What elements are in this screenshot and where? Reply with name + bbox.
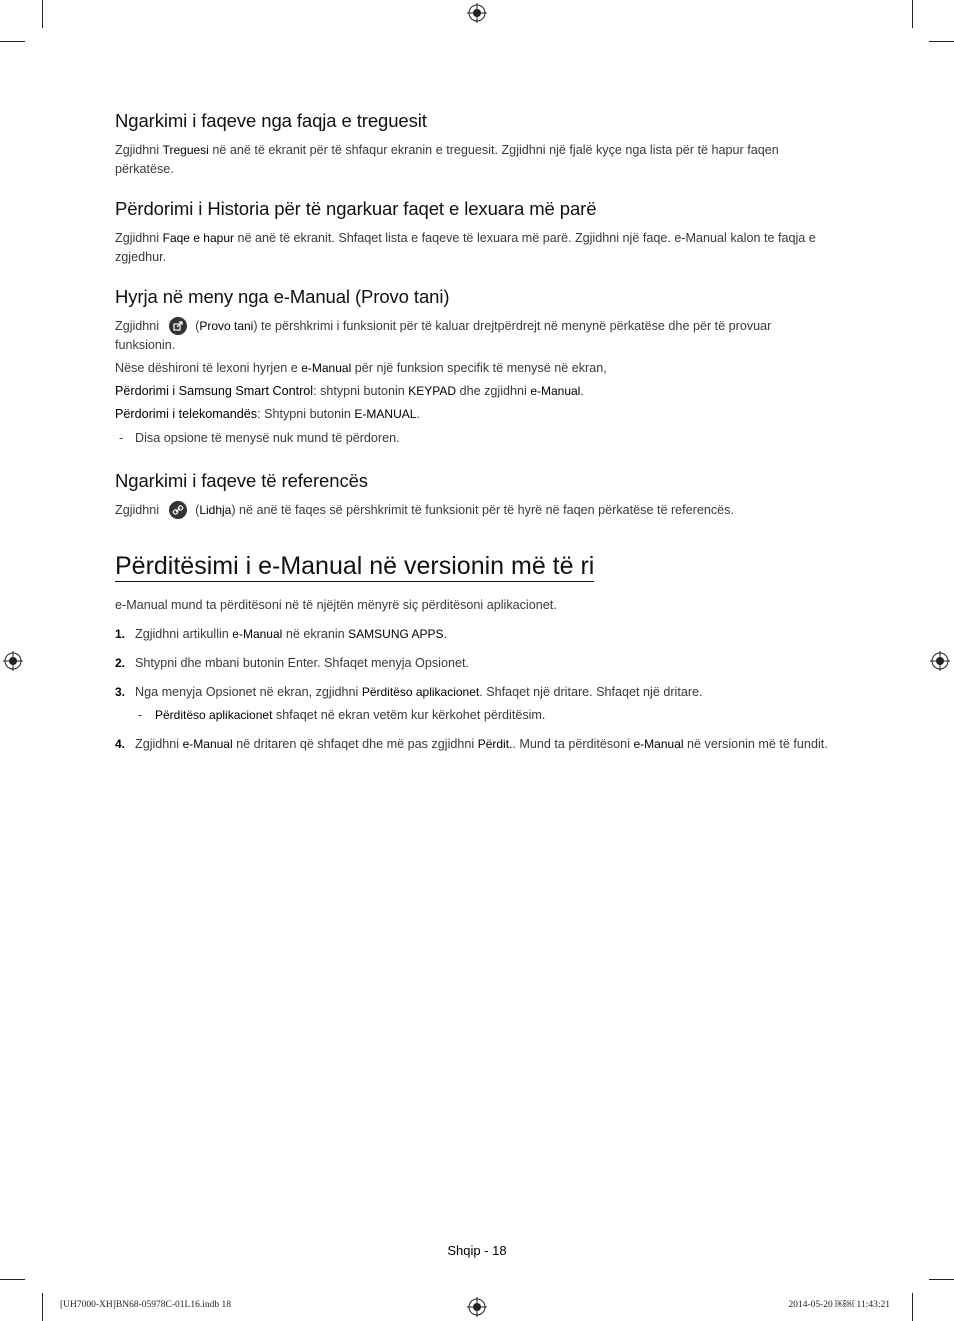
section-text: Përdorimi i Samsung Smart Control: shtypni butonin KEYPAD dhe zgjidhni e-Manual. [115, 384, 584, 398]
steps-list [115, 625, 835, 702]
registration-mark-icon [2, 650, 24, 672]
ui-term: Treguesi [162, 143, 209, 157]
ui-term: Përdit. [477, 737, 513, 751]
steps-list [115, 735, 835, 754]
section-title: Hyrja në meny nga e-Manual (Provo tani) [115, 286, 450, 307]
ui-term: e-Manual [301, 361, 352, 375]
crop-mark [912, 0, 913, 28]
try-now-icon [169, 317, 187, 335]
ui-term: SAMSUNG APPS [348, 627, 444, 641]
registration-mark-icon [929, 650, 951, 672]
registration-mark-icon [466, 2, 488, 24]
section-text: Nëse dëshironi të lexoni hyrjen e e-Manual për një funksion specifik të menysë në ekran, [115, 361, 607, 375]
ui-term: Përditëso aplikacionet [155, 708, 273, 722]
ui-term: e-Manual [633, 737, 684, 751]
section-history [115, 198, 835, 267]
section-text: Zgjidhni Treguesi në anë të ekranit për të shfaqur ekranin e treguesit. Zgjidhni një fjalë kyçe nga lista për të hapur faqen përkatëse. [115, 143, 779, 176]
section-text: Përdorimi i telekomandës: Shtypni butonin E-MANUAL. [115, 407, 420, 421]
ui-term: e-Manual [182, 737, 233, 751]
crop-mark [42, 1293, 43, 1321]
link-icon [169, 501, 187, 519]
chapter-intro: e-Manual mund ta përditësoni në të njëjtën mënyrë siç përditësoni aplikacionet. [115, 598, 557, 612]
section-title: Ngarkimi i faqeve të referencës [115, 470, 368, 491]
list-item: 4. Zgjidhni e-Manual në dritaren që shfaqet dhe më pas zgjidhni Përdit.. Mund ta përditësoni e-Manual në versionin më të fundit. [115, 737, 828, 751]
ui-term: Provo tani [199, 319, 254, 333]
ui-term: Përditëso aplikacionet [361, 685, 480, 699]
list-item: 2. Shtypni dhe mbani butonin Enter. Shfaqet menyja Opsionet. [115, 656, 469, 670]
ui-term: Lidhja [199, 503, 232, 517]
section-reference [115, 470, 835, 520]
crop-mark [42, 0, 43, 28]
ui-term: E-MANUAL [354, 407, 417, 421]
section-text: Zgjidhni Faqe e hapur në anë të ekranit. Shfaqet lista e faqeve të lexuara më parë. Zgjidhni një faqe. e-Manual kalon te faqja e zgjedhur. [115, 231, 816, 264]
ui-term: e-Manual [530, 384, 581, 398]
crop-mark [0, 41, 25, 42]
method-label: Përdorimi i telekomandës [115, 407, 258, 421]
note: - Disa opsione të menysë nuk mund të përdoren. [115, 429, 835, 448]
section-text: Zgjidhni (Provo tani) te përshkrimi i funksionit për të kaluar drejtpërdrejt në menynë përkatëse dhe për të provuar funksionin. [115, 319, 772, 352]
ui-term: Faqe e hapur [162, 231, 234, 245]
page-content [115, 110, 835, 764]
crop-mark [0, 1279, 25, 1280]
method-label: Përdorimi i Samsung Smart Control [115, 384, 314, 398]
crop-mark [929, 41, 954, 42]
section-title: Ngarkimi i faqeve nga faqja e treguesit [115, 110, 427, 131]
crop-mark [912, 1293, 913, 1321]
list-item: 3. Nga menyja Opsionet në ekran, zgjidhni Përditëso aplikacionet. Shfaqet një dritare. Shfaqet një dritare. [115, 685, 703, 699]
ui-term: KEYPAD [408, 384, 457, 398]
section-title: Përdorimi i Historia për të ngarkuar faqet e lexuara më parë [115, 198, 597, 219]
step-note: - Përditëso aplikacionet shfaqet në ekran vetëm kur kërkohet përditësim. [115, 706, 835, 725]
list-item: 1. Zgjidhni artikullin e-Manual në ekranin SAMSUNG APPS. [115, 627, 448, 641]
section-text: Zgjidhni (Lidhja) në anë të faqes së përshkrimit të funksionit për të hyrë në faqen përkatëse të referencës. [115, 503, 734, 517]
page-number: Shqip - 18 [447, 1243, 507, 1258]
section-index [115, 110, 835, 179]
section-try-now [115, 286, 835, 448]
crop-mark [929, 1279, 954, 1280]
print-slug-right: 2014-05-20 ￼￼ 11:43:21 [788, 1300, 890, 1310]
print-slug-left: [UH7000-XH]BN68-05978C-01L16.indb 18 [60, 1300, 231, 1310]
chapter-title: Përditësimi i e-Manual në versionin më të ri [115, 552, 595, 580]
ui-term: e-Manual [232, 627, 283, 641]
registration-mark-icon [466, 1296, 488, 1318]
